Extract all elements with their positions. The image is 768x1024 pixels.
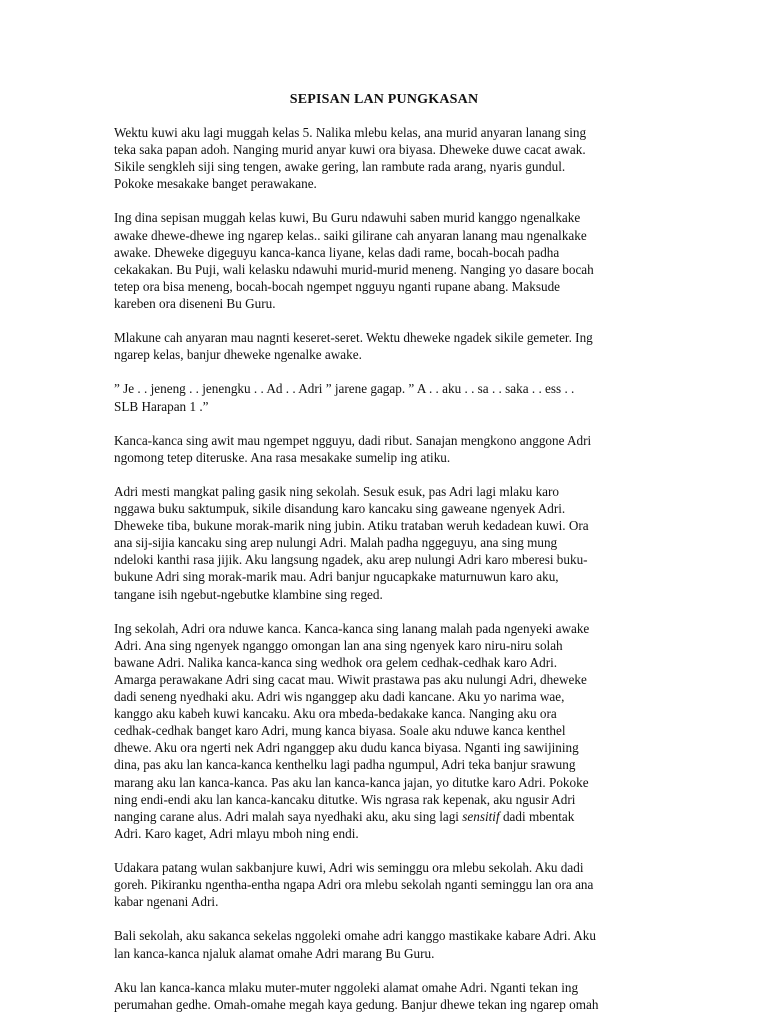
paragraph xyxy=(114,124,662,192)
text-line: Amarga perawakane Adri sing cacat mau. Wiwit prastawa pas aku nulungi Adri, dheweke xyxy=(114,672,587,687)
text-line: Dheweke tiba, bukune morak-marik ning jubin. Atiku trataban weruh kedadean kuwi. Ora xyxy=(114,518,589,534)
text-line: cedhak-cedhak banget karo Adri, mung kanca biyasa. Soale aku nduwe kanca kenthel xyxy=(114,723,566,739)
text-line: ngomong tetep diteruske. Ana rasa mesakake sumelip ing atiku. xyxy=(114,449,451,465)
text-line: goreh. Pikiranku ngentha-entha ngapa Adri ora mlebu sekolah nganti seminggu lan ora ana xyxy=(114,877,594,893)
text-line: Mlakune cah anyaran mau nagnti keseret-seret. Wektu dheweke ngadek sikile gemeter. Ing xyxy=(114,330,593,346)
text-line: awake dhewe-dhewe ing ngarep kelas.. saiki gilirane cah anyaran lanang mau ngenalkake xyxy=(114,227,587,243)
text-line: Ing sekolah, Adri ora nduwe kanca. Kanca-kanca sing lanang malah pada ngenyeki awake xyxy=(114,620,590,636)
text-line: nanging carane alus. Adri malah saya nyedhaki aku, aku sing lagi sensitif dadi mbentak xyxy=(114,808,575,824)
text-line: teka saka papan adoh. Nanging murid anyar kuwi ora biyasa. Dheweke duwe cacat awak. xyxy=(114,142,586,158)
paragraph xyxy=(114,483,662,603)
text-line: Adri mesti mangkat paling gasik ning sekolah. Sesuk esuk, pas Adri lagi mlaku karo xyxy=(114,483,560,499)
text-line: Udakara patang wulan sakbanjure kuwi, Adri wis seminggu ora mlebu sekolah. Aku dadi xyxy=(114,860,584,876)
paragraph xyxy=(114,380,662,414)
text-line: ngarep kelas, banjur dheweke ngenalke awake. xyxy=(114,347,362,363)
text-line: kanggo aku kabeh kuwi kancaku. Aku ora mbeda-bedakake kanca. Nanging aku ora xyxy=(114,706,557,722)
text-line: nggawa buku saktumpuk, sikile disandung karo kancaku sing gaweane ngenyek Adri. xyxy=(114,501,566,517)
text-line: Aku lan kanca-kanca mlaku muter-muter nggoleki alamat omahe Adri. Nganti tekan ing xyxy=(114,979,579,995)
paragraph xyxy=(114,209,662,312)
paragraph xyxy=(114,979,662,1013)
text-line: kareben ora diseneni Bu Guru. xyxy=(114,295,276,311)
text-line: Ing dina sepisan muggah kelas kuwi, Bu Guru ndawuhi saben murid kanggo ngenalkake xyxy=(114,210,581,226)
text-line: Adri. Karo kaget, Adri mlayu mboh ning endi. xyxy=(114,825,359,841)
text-line: bawane Adri. Nalika kanca-kanca sing wedhok ora gelem cedhak-cedhak karo Adri. xyxy=(114,654,558,670)
paragraph xyxy=(114,927,662,961)
text-line: ana sij-sijia kancaku sing arep nulungi Adri. Malah padha nggeguyu, ana sing mung xyxy=(114,535,558,551)
text-line: marang aku lan kanca-kanca. Pas aku lan kanca-kanca jajan, yo ditutke karo Adri. Pokoke xyxy=(114,774,589,790)
paragraph xyxy=(114,329,662,363)
text-line: Adri. Ana sing ngenyek nganggo omongan lan ana sing ngenyek karo niru-niru solah xyxy=(114,637,563,653)
text-line: SLB Harapan 1 .” xyxy=(114,398,209,414)
text-line: bukune Adri sing morak-marik mau. Adri banjur ngucapkake maturnuwun karo aku, xyxy=(114,569,559,585)
text-line: Bali sekolah, aku sakanca sekelas nggoleki omahe adri kanggo mastikake kabare Adri. Aku xyxy=(114,928,596,944)
document-title: SEPISAN LAN PUNGKASAN xyxy=(289,92,479,107)
text-line: dhewe. Aku ora ngerti nek Adri nganggep aku dudu kanca biyasa. Nganti ing sawijining xyxy=(114,740,579,756)
text-line: dadi seneng nyedhaki aku. Adri wis nganggep aku dadi kancane. Aku yo narima wae, xyxy=(114,689,565,705)
paragraph xyxy=(114,859,662,910)
paragraph xyxy=(114,432,662,466)
document-body xyxy=(114,124,662,1024)
text-line: perumahan gedhe. Omah-omahe megah kaya gedung. Banjur dhewe tekan ing ngarep omah xyxy=(114,996,599,1012)
text-line: tetep ora bisa meneng, bocah-bocah ngempet ngguyu nganti rupane abang. Maksude xyxy=(114,278,561,294)
text-line: tangane isih ngebut-ngebutke klambine sing reged. xyxy=(114,586,383,602)
text-line: Sikile sengkleh siji sing tengen, awake gering, lan rambute rada arang, nyaris gundul. xyxy=(114,159,566,175)
text-line: Pokoke mesakake banget perawakane. xyxy=(114,176,317,192)
text-line: lan kanca-kanca njaluk alamat omahe Adri marang Bu Guru. xyxy=(114,945,435,961)
text-line: ndeloki kanthi rasa jijik. Aku langsung ngadek, aku arep nulungi Adri karo mberesi buku- xyxy=(114,552,588,568)
text-line: kabar ngenani Adri. xyxy=(114,894,219,910)
text-line: dina, pas aku lan kanca-kanca kenthelku lagi padha ngumpul, Adri teka banjur srawung xyxy=(114,757,576,773)
text-line: ning endi-endi aku lan kanca-kancaku ditutke. Wis ngrasa rak kepenak, aku ngusir Adri xyxy=(114,791,576,807)
text-line: ” Je . . jeneng . . jenengku . . Ad . . Adri ” jarene gagap. ” A . . aku . . sa . . saka . . ess . . xyxy=(114,381,575,397)
text-line: awake. Dheweke digeguyu kanca-kanca liyane, kelas dadi rame, bocah-bocah padha xyxy=(114,244,560,260)
paragraph xyxy=(114,620,662,842)
text-line: cekakakan. Bu Puji, wali kelasku ndawuhi murid-murid meneng. Nanging yo dasare bocah xyxy=(114,261,594,277)
text-line: Kanca-kanca sing awit mau ngempet ngguyu, dadi ribut. Sanajan mengkono anggone Adri xyxy=(114,432,592,448)
text-line: Wektu kuwi aku lagi muggah kelas 5. Nalika mlebu kelas, ana murid anyaran lanang sing xyxy=(114,125,587,140)
